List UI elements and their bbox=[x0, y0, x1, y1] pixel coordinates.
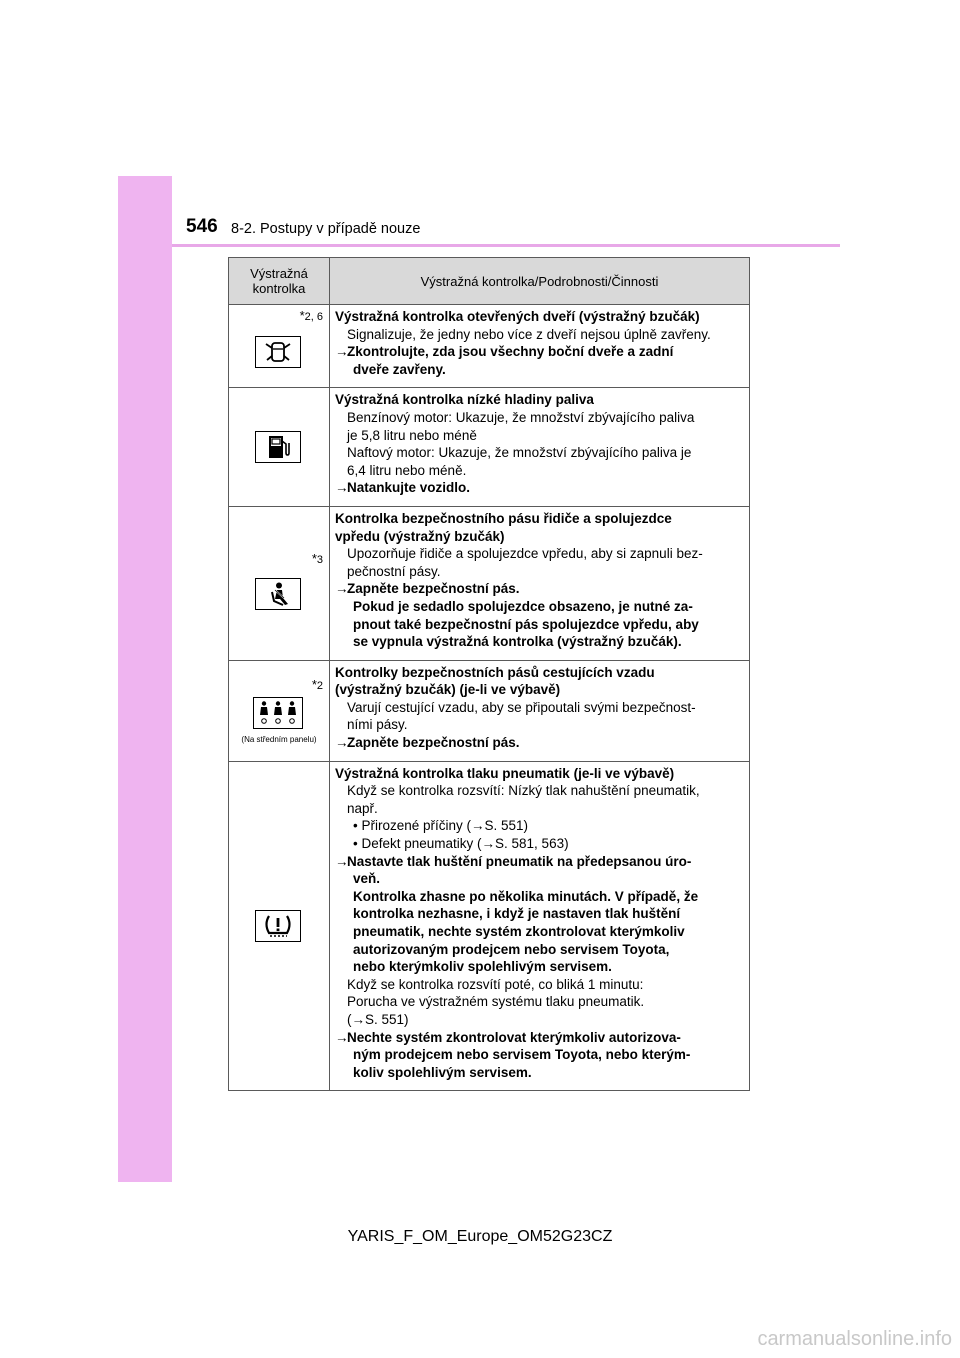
bullet-item: • Defekt pneumatiky (→S. 581, 563) bbox=[353, 836, 569, 852]
table-row bbox=[229, 660, 750, 761]
row-text: je 5,8 litru nebo méně bbox=[347, 427, 477, 443]
table-row bbox=[229, 305, 750, 388]
icon-cell bbox=[229, 761, 330, 1091]
arrow-glyph: → bbox=[335, 480, 349, 496]
row-action: nebo kterýmkoliv spolehlivým servisem. bbox=[353, 959, 612, 975]
warning-lights-table bbox=[228, 257, 750, 1091]
watermark: carmanualsonline.info bbox=[757, 1328, 952, 1350]
row-title: vpředu (výstražný bzučák) bbox=[335, 528, 505, 544]
row-text: Porucha ve výstražném systému tlaku pneumatik. bbox=[347, 994, 645, 1010]
chapter-sidebar-tab bbox=[118, 176, 172, 1182]
row-action: ným prodejcem nebo servisem Toyota, nebo kterým- bbox=[353, 1047, 691, 1063]
row-action: pnout také bezpečnostní pás spolujezdce vpředu, aby bbox=[353, 616, 699, 632]
bullet-item: • Přirozené příčiny (→S. 551) bbox=[353, 818, 529, 834]
footnote-ref: *2 bbox=[311, 676, 323, 692]
arrow-glyph: → bbox=[335, 344, 349, 360]
row-description bbox=[330, 660, 750, 761]
table-header-row bbox=[229, 258, 750, 305]
arrow-glyph: → bbox=[335, 735, 349, 751]
arrow-glyph: → bbox=[335, 1029, 349, 1045]
row-title: Kontrolky bezpečnostních pásů cestujících vzadu bbox=[335, 664, 655, 680]
row-action: Zapněte bezpečnostní pás. bbox=[347, 735, 520, 751]
row-text: Když se kontrolka rozsvítí poté, co bliká 1 minutu: bbox=[347, 976, 644, 992]
footnote-ref: *3 bbox=[311, 550, 323, 566]
row-action: Natankujte vozidlo. bbox=[347, 480, 471, 496]
document-id-footer: YARIS_F_OM_Europe_OM52G23CZ bbox=[347, 1228, 613, 1245]
row-description bbox=[330, 506, 750, 660]
arrow-glyph: → bbox=[335, 853, 349, 869]
row-title: Výstražná kontrolka nízké hladiny paliva bbox=[335, 392, 594, 408]
seatbelt-icon bbox=[255, 578, 301, 610]
arrow-glyph: → bbox=[335, 581, 349, 597]
row-text: Naftový motor: Ukazuje, že množství zbývajícího paliva je bbox=[347, 445, 692, 461]
icon-cell bbox=[229, 506, 330, 660]
column-header-light bbox=[229, 258, 330, 305]
row-text: Benzínový motor: Ukazuje, že množství zbývajícího paliva bbox=[347, 409, 695, 425]
icon-cell bbox=[229, 305, 330, 388]
row-text: Varují cestující vzadu, aby se připoutali svými bezpečnost- bbox=[347, 699, 696, 715]
row-text: Když se kontrolka rozsvítí: Nízký tlak nahuštění pneumatik, bbox=[347, 783, 700, 799]
row-description bbox=[330, 761, 750, 1091]
header-divider bbox=[172, 244, 840, 247]
row-action: Nechte systém zkontrolovat kterýmkoliv autorizova- bbox=[347, 1029, 681, 1045]
tire-pressure-icon bbox=[255, 910, 301, 942]
page-number: 546 bbox=[186, 216, 218, 237]
section-title: 8-2. Postupy v případě nouze bbox=[231, 221, 421, 237]
row-action: Zkontrolujte, zda jsou všechny boční dveře a zadní bbox=[347, 344, 674, 360]
table-row bbox=[229, 506, 750, 660]
column-header-details: Výstražná kontrolka/Podrobnosti/Činnosti bbox=[330, 258, 750, 305]
row-action: kontrolka nezhasne, i když je nastaven tlak huštění bbox=[353, 906, 681, 922]
row-text: Upozorňuje řidiče a spolujezdce vpředu, aby si zapnuli bez- bbox=[347, 546, 703, 562]
row-title: (výstražný bzučák) (je-li ve výbavě) bbox=[335, 682, 561, 698]
row-action: veň. bbox=[353, 871, 381, 887]
icon-cell bbox=[229, 660, 330, 761]
row-action: Zapněte bezpečnostní pás. bbox=[347, 581, 520, 597]
row-action: Nastavte tlak huštění pneumatik na předepsanou úro- bbox=[347, 853, 692, 869]
rear-seatbelts-icon bbox=[253, 697, 303, 729]
row-action: dveře zavřeny. bbox=[353, 361, 446, 377]
row-action: Pokud je sedadlo spolujezdce obsazeno, je nutné za- bbox=[353, 598, 693, 614]
row-action: autorizovaným prodejcem nebo servisem Toyota, bbox=[353, 941, 670, 957]
row-text: Signalizuje, že jedny nebo více z dveří nejsou úplně zavřeny. bbox=[347, 326, 711, 342]
icon-location-note: (Na středním panelu) bbox=[241, 734, 317, 744]
footnote-ref: *2, 6 bbox=[299, 308, 323, 323]
row-title: Výstražná kontrolka tlaku pneumatik (je-li ve výbavě) bbox=[335, 765, 675, 781]
door-open-warning-icon bbox=[255, 336, 301, 368]
table-row bbox=[229, 388, 750, 507]
table-row bbox=[229, 761, 750, 1091]
row-text: např. bbox=[347, 800, 378, 816]
row-action: pneumatik, nechte systém zkontrolovat kterýmkoliv bbox=[353, 924, 685, 939]
row-text: pečnostní pásy. bbox=[347, 563, 441, 579]
column-header-light-line1: Výstražná bbox=[250, 266, 308, 281]
row-title: Výstražná kontrolka otevřených dveří (výstražný bzučák) bbox=[335, 309, 700, 324]
row-action: koliv spolehlivým servisem. bbox=[353, 1064, 532, 1080]
row-description bbox=[330, 388, 750, 507]
fuel-level-icon bbox=[255, 431, 301, 463]
column-header-light-line2: kontrolka bbox=[252, 281, 306, 296]
row-text: (→S. 551) bbox=[347, 1011, 409, 1027]
icon-cell bbox=[229, 388, 330, 507]
row-description bbox=[330, 305, 750, 388]
row-action: Kontrolka zhasne po několika minutách. V případě, že bbox=[353, 888, 699, 904]
row-action: se vypnula výstražná kontrolka (výstražný bzučák). bbox=[353, 634, 682, 650]
row-title: Kontrolka bezpečnostního pásu řidiče a spolujezdce bbox=[335, 510, 672, 526]
row-text: 6,4 litru nebo méně. bbox=[347, 462, 467, 478]
row-text: ními pásy. bbox=[347, 717, 408, 733]
